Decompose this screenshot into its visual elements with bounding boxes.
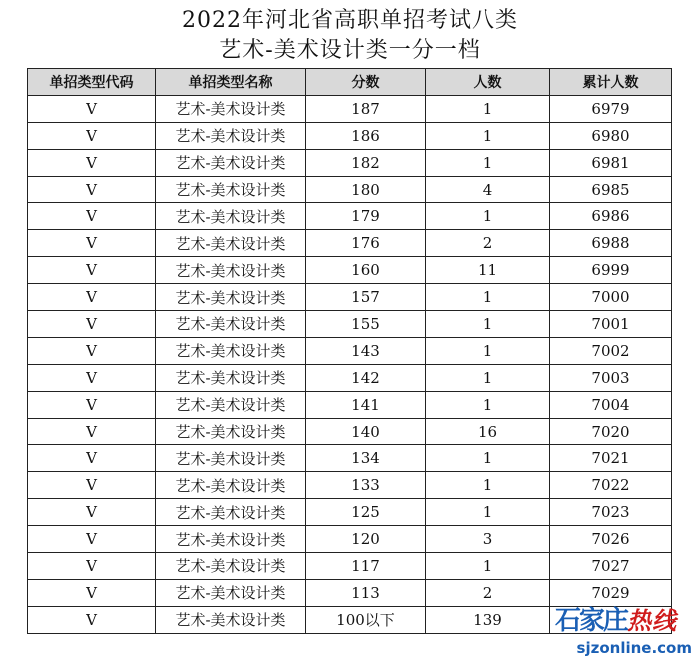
cell-score: 176 xyxy=(306,230,426,257)
cell-cumulative: 6985 xyxy=(550,176,672,203)
cell-type-name: 艺术-美术设计类 xyxy=(156,311,306,338)
cell-type-code: V xyxy=(28,364,156,391)
cell-cumulative: 7023 xyxy=(550,499,672,526)
cell-cumulative: 6986 xyxy=(550,203,672,230)
cell-type-code: V xyxy=(28,203,156,230)
cell-type-name: 艺术-美术设计类 xyxy=(156,526,306,553)
table-row xyxy=(28,176,672,203)
page-subtitle: 艺术-美术设计类一分一档 xyxy=(219,38,481,63)
cell-type-name: 艺术-美术设计类 xyxy=(156,284,306,311)
cell-type-code: V xyxy=(28,579,156,606)
table-row xyxy=(28,149,672,176)
cell-type-name: 艺术-美术设计类 xyxy=(156,418,306,445)
watermark-url: sjzonline.com xyxy=(576,639,692,657)
cell-type-name: 艺术-美术设计类 xyxy=(156,176,306,203)
cell-type-name: 艺术-美术设计类 xyxy=(156,95,306,122)
cell-type-code: V xyxy=(28,230,156,257)
table-row xyxy=(28,445,672,472)
cell-score: 155 xyxy=(306,311,426,338)
table-row xyxy=(28,526,672,553)
cell-type-name: 艺术-美术设计类 xyxy=(156,606,306,633)
table-row xyxy=(28,284,672,311)
cell-count: 2 xyxy=(426,230,550,257)
table-row xyxy=(28,257,672,284)
table-body xyxy=(28,95,672,633)
cell-count: 139 xyxy=(426,606,550,633)
cell-type-code: V xyxy=(28,176,156,203)
cell-count: 1 xyxy=(426,95,550,122)
cell-cumulative: 6981 xyxy=(550,149,672,176)
cell-type-code: V xyxy=(28,606,156,633)
table-header-row xyxy=(28,69,672,96)
cell-count: 4 xyxy=(426,176,550,203)
cell-score: 134 xyxy=(306,445,426,472)
cell-type-name: 艺术-美术设计类 xyxy=(156,445,306,472)
cell-count: 1 xyxy=(426,149,550,176)
cell-count: 1 xyxy=(426,203,550,230)
header-type-code: 单招类型代码 xyxy=(28,69,156,96)
cell-type-code: V xyxy=(28,337,156,364)
cell-score: 180 xyxy=(306,176,426,203)
cell-cumulative: 7029 xyxy=(550,579,672,606)
cell-type-name: 艺术-美术设计类 xyxy=(156,257,306,284)
cell-type-name: 艺术-美术设计类 xyxy=(156,579,306,606)
cell-type-code: V xyxy=(28,553,156,580)
cell-count: 1 xyxy=(426,122,550,149)
cell-type-code: V xyxy=(28,526,156,553)
site-watermark xyxy=(536,603,696,659)
cell-count: 1 xyxy=(426,472,550,499)
cell-cumulative: 6980 xyxy=(550,122,672,149)
table-row xyxy=(28,418,672,445)
cell-cumulative: 7002 xyxy=(550,337,672,364)
cell-count: 11 xyxy=(426,257,550,284)
cell-type-code: V xyxy=(28,149,156,176)
cell-count: 3 xyxy=(426,526,550,553)
cell-type-name: 艺术-美术设计类 xyxy=(156,364,306,391)
table-row xyxy=(28,230,672,257)
cell-cumulative: 7027 xyxy=(550,553,672,580)
cell-type-name: 艺术-美术设计类 xyxy=(156,149,306,176)
cell-count: 1 xyxy=(426,311,550,338)
cell-count: 1 xyxy=(426,284,550,311)
cell-score: 187 xyxy=(306,95,426,122)
cell-cumulative: 6999 xyxy=(550,257,672,284)
cell-type-code: V xyxy=(28,445,156,472)
cell-score: 117 xyxy=(306,553,426,580)
cell-cumulative: 7004 xyxy=(550,391,672,418)
cell-cumulative: 7003 xyxy=(550,364,672,391)
cell-score: 142 xyxy=(306,364,426,391)
table-row xyxy=(28,337,672,364)
cell-score: 182 xyxy=(306,149,426,176)
cell-type-code: V xyxy=(28,122,156,149)
cell-type-name: 艺术-美术设计类 xyxy=(156,391,306,418)
cell-score: 125 xyxy=(306,499,426,526)
table-row xyxy=(28,499,672,526)
cell-cumulative: 6979 xyxy=(550,95,672,122)
cell-score: 100以下 xyxy=(306,606,426,633)
table-row xyxy=(28,203,672,230)
cell-score: 141 xyxy=(306,391,426,418)
cell-type-code: V xyxy=(28,418,156,445)
page-title: 2022年河北省高职单招考试八类 xyxy=(182,8,518,33)
table-row xyxy=(28,122,672,149)
cell-type-code: V xyxy=(28,391,156,418)
cell-type-name: 艺术-美术设计类 xyxy=(156,499,306,526)
cell-cumulative: 7000 xyxy=(550,284,672,311)
cell-type-code: V xyxy=(28,284,156,311)
cell-type-name: 艺术-美术设计类 xyxy=(156,122,306,149)
cell-score: 179 xyxy=(306,203,426,230)
cell-score: 160 xyxy=(306,257,426,284)
cell-type-name: 艺术-美术设计类 xyxy=(156,203,306,230)
watermark-logo-text xyxy=(536,603,696,639)
cell-cumulative: 6988 xyxy=(550,230,672,257)
cell-count: 1 xyxy=(426,499,550,526)
cell-score: 113 xyxy=(306,579,426,606)
watermark-name-part1: 石家庄 xyxy=(554,606,627,636)
table-row xyxy=(28,472,672,499)
table-row xyxy=(28,95,672,122)
cell-type-name: 艺术-美术设计类 xyxy=(156,337,306,364)
cell-type-code: V xyxy=(28,95,156,122)
cell-count: 1 xyxy=(426,553,550,580)
cell-cumulative: 7026 xyxy=(550,526,672,553)
cell-count: 16 xyxy=(426,418,550,445)
cell-count: 1 xyxy=(426,337,550,364)
cell-cumulative: 7021 xyxy=(550,445,672,472)
table-row xyxy=(28,364,672,391)
header-cumulative: 累计人数 xyxy=(550,69,672,96)
cell-type-name: 艺术-美术设计类 xyxy=(156,472,306,499)
cell-score: 133 xyxy=(306,472,426,499)
cell-count: 1 xyxy=(426,364,550,391)
header-count: 人数 xyxy=(426,69,550,96)
cell-count: 2 xyxy=(426,579,550,606)
cell-score: 143 xyxy=(306,337,426,364)
cell-score: 140 xyxy=(306,418,426,445)
score-table xyxy=(27,68,672,634)
cell-type-name: 艺术-美术设计类 xyxy=(156,230,306,257)
cell-score: 120 xyxy=(306,526,426,553)
table-row xyxy=(28,553,672,580)
table-row xyxy=(28,391,672,418)
header-score: 分数 xyxy=(306,69,426,96)
table-row xyxy=(28,311,672,338)
cell-type-code: V xyxy=(28,499,156,526)
cell-cumulative: 7020 xyxy=(550,418,672,445)
cell-type-code: V xyxy=(28,472,156,499)
watermark-name-part2: 热线 xyxy=(627,606,677,635)
cell-type-name: 艺术-美术设计类 xyxy=(156,553,306,580)
cell-score: 157 xyxy=(306,284,426,311)
cell-type-code: V xyxy=(28,311,156,338)
cell-count: 1 xyxy=(426,445,550,472)
header-type-name: 单招类型名称 xyxy=(156,69,306,96)
cell-cumulative: 7001 xyxy=(550,311,672,338)
cell-type-code: V xyxy=(28,257,156,284)
cell-score: 186 xyxy=(306,122,426,149)
cell-count: 1 xyxy=(426,391,550,418)
cell-cumulative: 7022 xyxy=(550,472,672,499)
